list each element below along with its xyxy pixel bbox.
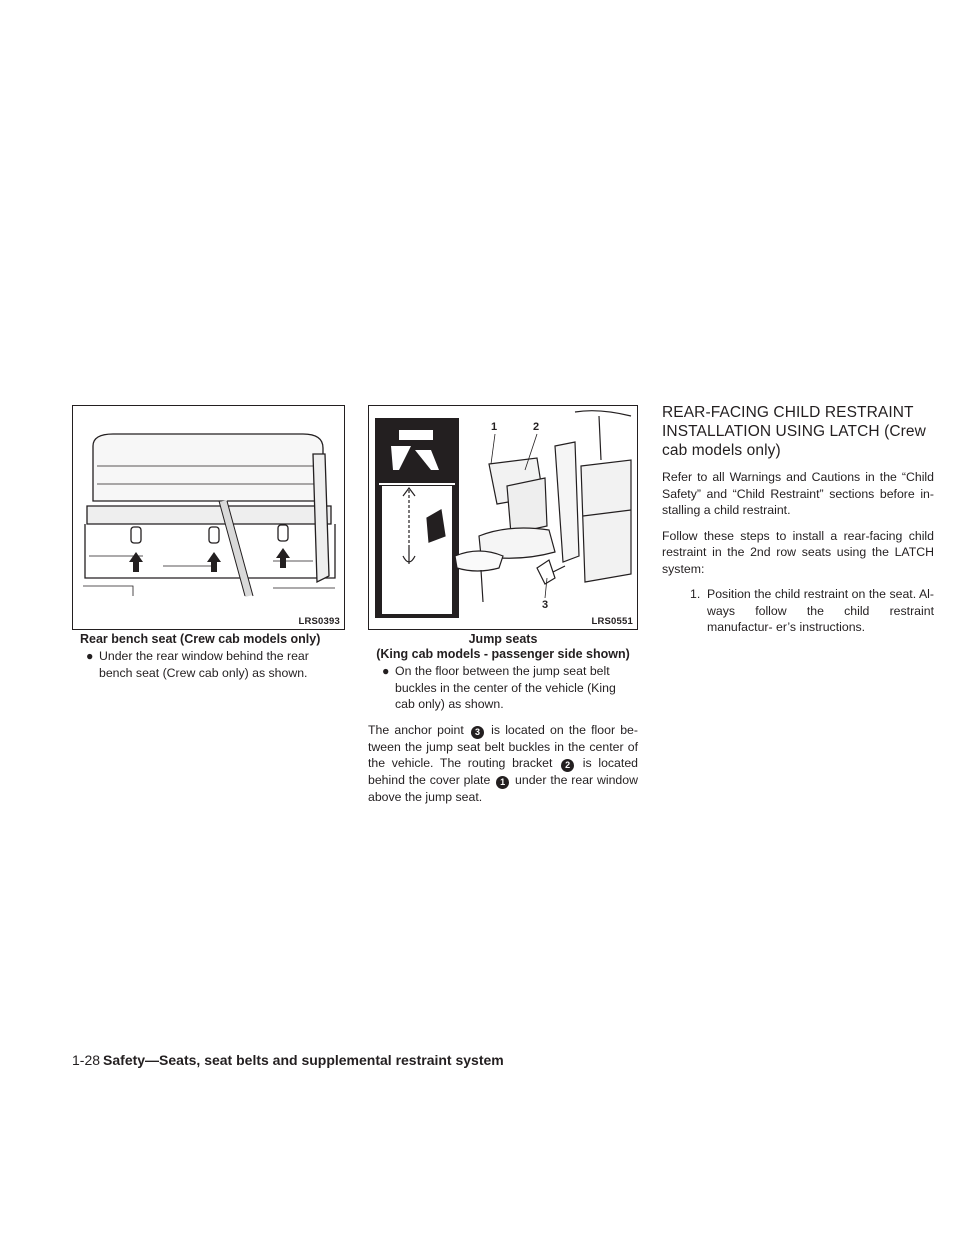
anchor-point-paragraph: The anchor point 3 is located on the floor be- tween the jump seat belt buckles in the center of the vehicle. The routing bracket 2 is located behind the cover plate 1 under the rear window above the jump seat. (368, 722, 638, 804)
bullet-item (368, 663, 638, 713)
column-1 (72, 405, 345, 681)
callout-1: 1 (491, 421, 498, 433)
step-1 (662, 586, 934, 636)
step-number: 1. (690, 587, 701, 601)
callout-3: 3 (542, 599, 549, 611)
jump-seats-illustration (369, 406, 638, 630)
callout-1-icon: 1 (496, 776, 509, 789)
figure-caption: Rear bench seat (Crew cab models only) (80, 632, 321, 646)
rear-bench-seat-illustration (73, 406, 345, 630)
paragraph-2: Follow these steps to install a rear-facing child restraint in the 2nd row seats using the LATCH system: (662, 528, 934, 576)
figure-code: LRS0393 (298, 616, 340, 627)
chapter-title: Safety—Seats, seat belts and supplemental restraint system (103, 1052, 504, 1068)
callout-3-icon: 3 (471, 726, 484, 739)
column-2 (368, 405, 638, 806)
callout-2: 2 (533, 421, 540, 433)
paragraph-1: Refer to all Warnings and Cautions in the “Child Safety” and “Child Restraint” sections before in- stalling a child restraint. (662, 470, 934, 517)
page-footer (72, 1052, 504, 1068)
bullet-icon: ● (86, 649, 94, 663)
bullet-text: Under the rear window behind the rear bench seat (Crew cab only) as shown. (99, 649, 309, 680)
figure-caption-line1: Jump seats (468, 632, 538, 646)
figure-rear-bench-seat (72, 405, 345, 630)
page-number: 1-28 (72, 1052, 101, 1068)
figure-caption-line2: (King cab models - passenger side shown) (376, 647, 630, 661)
figure-jump-seats (368, 405, 638, 630)
bullet-item (72, 648, 345, 681)
step-text: Position the child restraint on the seat. Al- ways follow the child restraint manufactur- er’s instructions. (707, 587, 934, 634)
section-heading: REAR-FACING CHILD RESTRAINT INSTALLATION USING LATCH (Crew cab models only) (662, 404, 926, 459)
column-3 (662, 405, 934, 636)
callout-2-icon: 2 (561, 759, 574, 772)
bullet-icon: ● (382, 664, 390, 678)
bullet-text: On the floor between the jump seat belt buckles in the center of the vehicle (King cab only) as shown. (395, 664, 616, 711)
figure-code: LRS0551 (591, 616, 633, 627)
